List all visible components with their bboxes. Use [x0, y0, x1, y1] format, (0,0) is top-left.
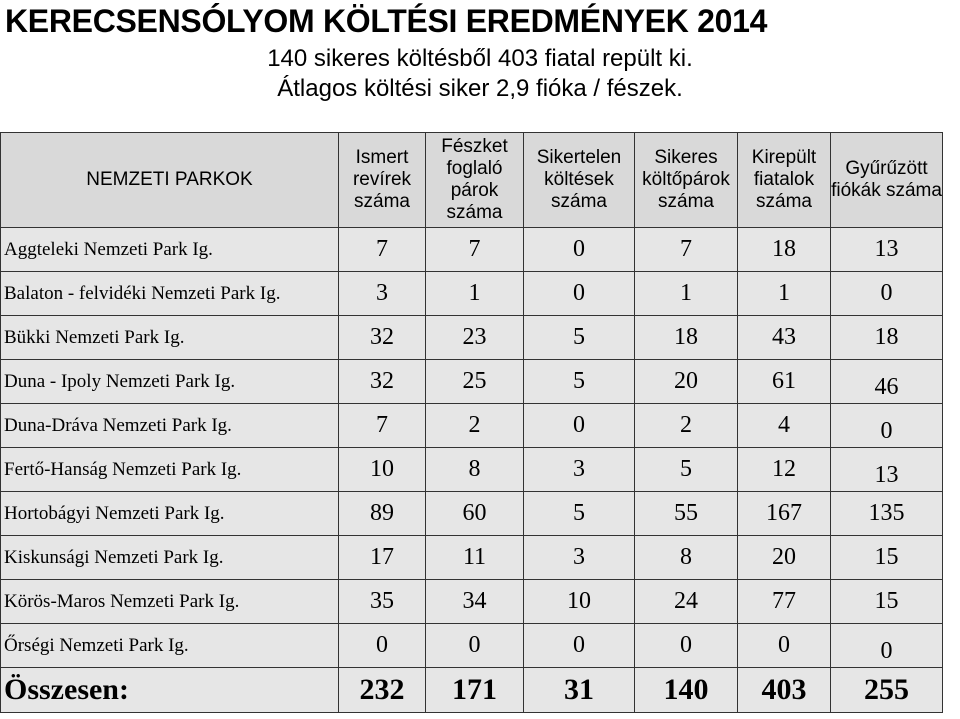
value-cell: 77 — [738, 580, 831, 624]
page-title: KERECSENSÓLYOM KÖLTÉSI EREDMÉNYEK 2014 — [5, 3, 768, 39]
park-name-cell: Fertő-Hanság Nemzeti Park Ig. — [1, 448, 339, 492]
value-cell: 2 — [635, 404, 738, 448]
value-cell: 23 — [426, 316, 524, 360]
header-known-territories: Ismert revírek száma — [339, 133, 426, 228]
park-name-cell: Duna - Ipoly Nemzeti Park Ig. — [1, 360, 339, 404]
value-cell: 32 — [339, 360, 426, 404]
value-cell: 135 — [831, 492, 943, 536]
value-cell: 7 — [339, 404, 426, 448]
park-name-cell: Hortobágyi Nemzeti Park Ig. — [1, 492, 339, 536]
value-cell: 8 — [426, 448, 524, 492]
header-ringed-chicks: Gyűrűzött fiókák száma — [831, 133, 943, 228]
header-parks: NEMZETI PARKOK — [1, 133, 339, 228]
value-cell: 1 — [635, 272, 738, 316]
park-name-cell: Bükki Nemzeti Park Ig. — [1, 316, 339, 360]
table-row — [1, 580, 943, 624]
header-successful-pairs: Sikeres költőpárok száma — [635, 133, 738, 228]
value-cell: 11 — [426, 536, 524, 580]
value-cell: 60 — [426, 492, 524, 536]
header-row — [1, 133, 943, 228]
value-cell: 24 — [635, 580, 738, 624]
value-cell: 15 — [831, 580, 943, 624]
value-cell: 17 — [339, 536, 426, 580]
value-cell: 8 — [635, 536, 738, 580]
value-cell: 0 — [738, 624, 831, 668]
value-cell: 0 — [524, 404, 635, 448]
table-row — [1, 492, 943, 536]
value-cell: 5 — [524, 316, 635, 360]
table-row — [1, 536, 943, 580]
total-value-cell: 171 — [426, 668, 524, 713]
value-cell: 5 — [635, 448, 738, 492]
subtitle-line-1: 140 sikeres költésből 403 fiatal repült ki. — [267, 45, 693, 72]
value-cell: 32 — [339, 316, 426, 360]
value-cell: 1 — [426, 272, 524, 316]
value-cell: 7 — [426, 228, 524, 272]
results-table — [0, 132, 943, 713]
value-cell: 15 — [831, 536, 943, 580]
value-cell: 34 — [426, 580, 524, 624]
value-cell: 3 — [524, 536, 635, 580]
header-fledged-young: Kirepült fiatalok száma — [738, 133, 831, 228]
table-row — [1, 624, 943, 668]
value-cell: 43 — [738, 316, 831, 360]
value-cell: 13 — [831, 228, 943, 272]
value-cell: 18 — [635, 316, 738, 360]
value-cell: 13 — [831, 448, 943, 492]
park-name-cell: Duna-Dráva Nemzeti Park Ig. — [1, 404, 339, 448]
value-cell: 20 — [635, 360, 738, 404]
table-body — [1, 228, 943, 713]
park-name-cell: Balaton - felvidéki Nemzeti Park Ig. — [1, 272, 339, 316]
header-nesting-pairs: Fészket foglaló párok száma — [426, 133, 524, 228]
subtitle-line-2: Átlagos költési siker 2,9 fióka / fészek. — [277, 75, 683, 102]
value-cell: 0 — [524, 624, 635, 668]
total-value-cell: 255 — [831, 668, 943, 713]
value-cell: 18 — [831, 316, 943, 360]
total-label: Összesen: — [1, 668, 339, 713]
value-cell: 10 — [339, 448, 426, 492]
value-cell: 18 — [738, 228, 831, 272]
value-cell: 0 — [524, 228, 635, 272]
value-cell: 5 — [524, 492, 635, 536]
value-cell: 35 — [339, 580, 426, 624]
value-cell: 7 — [635, 228, 738, 272]
value-cell: 10 — [524, 580, 635, 624]
total-value-cell: 232 — [339, 668, 426, 713]
total-value-cell: 140 — [635, 668, 738, 713]
total-value-cell: 31 — [524, 668, 635, 713]
table-row — [1, 272, 943, 316]
table-row — [1, 228, 943, 272]
table-row — [1, 404, 943, 448]
value-cell: 46 — [831, 360, 943, 404]
table-row — [1, 316, 943, 360]
value-cell: 0 — [339, 624, 426, 668]
value-cell: 61 — [738, 360, 831, 404]
value-cell: 7 — [339, 228, 426, 272]
value-cell: 3 — [524, 448, 635, 492]
value-cell: 0 — [831, 404, 943, 448]
value-cell: 0 — [524, 272, 635, 316]
value-cell: 2 — [426, 404, 524, 448]
park-name-cell: Kiskunsági Nemzeti Park Ig. — [1, 536, 339, 580]
park-name-cell: Körös-Maros Nemzeti Park Ig. — [1, 580, 339, 624]
total-row — [1, 668, 943, 713]
header-failed-broods: Sikertelen költések száma — [524, 133, 635, 228]
park-name-cell: Őrségi Nemzeti Park Ig. — [1, 624, 339, 668]
value-cell: 5 — [524, 360, 635, 404]
value-cell: 1 — [738, 272, 831, 316]
value-cell: 55 — [635, 492, 738, 536]
value-cell: 0 — [831, 624, 943, 668]
total-value-cell: 403 — [738, 668, 831, 713]
value-cell: 0 — [426, 624, 524, 668]
value-cell: 0 — [635, 624, 738, 668]
value-cell: 3 — [339, 272, 426, 316]
park-name-cell: Aggteleki Nemzeti Park Ig. — [1, 228, 339, 272]
value-cell: 20 — [738, 536, 831, 580]
value-cell: 89 — [339, 492, 426, 536]
table-row — [1, 448, 943, 492]
value-cell: 167 — [738, 492, 831, 536]
table-row — [1, 360, 943, 404]
value-cell: 0 — [831, 272, 943, 316]
value-cell: 25 — [426, 360, 524, 404]
value-cell: 12 — [738, 448, 831, 492]
value-cell: 4 — [738, 404, 831, 448]
